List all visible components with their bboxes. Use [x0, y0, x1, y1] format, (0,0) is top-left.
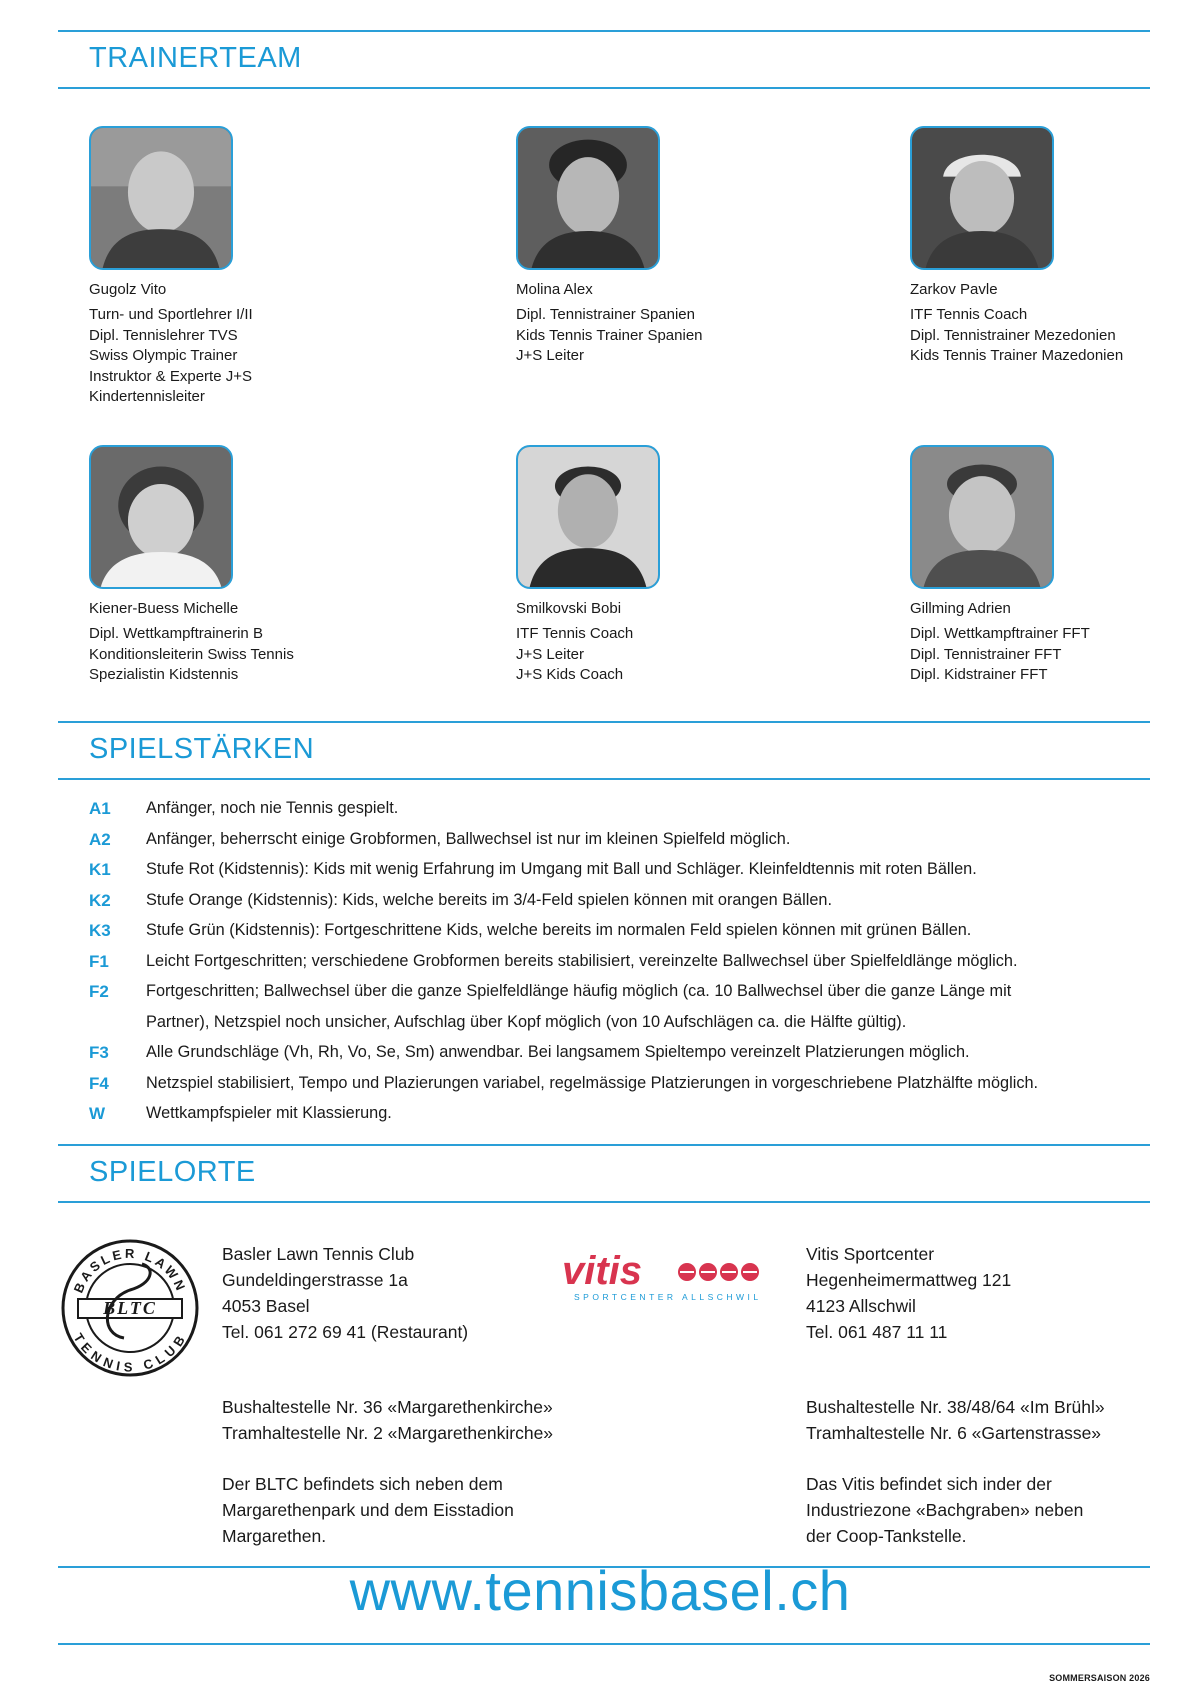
- season-label: SOMMERSAISON 2026: [1049, 1673, 1150, 1683]
- divider: [58, 1643, 1150, 1645]
- trainer-name: Gugolz Vito: [89, 281, 167, 298]
- vitis-logo-word: vitis: [562, 1249, 643, 1293]
- bltc-logo-top-text: BASLER LAWN: [70, 1245, 190, 1296]
- bltc-transit: [222, 1394, 553, 1446]
- address-line: Tel. 061 487 11 11: [806, 1322, 948, 1342]
- list-item: [89, 1102, 1149, 1125]
- address-line: Basler Lawn Tennis Club: [222, 1244, 415, 1264]
- level-description: [146, 1072, 1038, 1095]
- vitis-note: [806, 1471, 1083, 1549]
- trainer-qualification: ITF Tennis Coach: [910, 306, 1028, 323]
- level-description-line: Partner), Netzspiel noch unsicher, Aufschlag über Kopf möglich (von 10 Aufschlägen ca. die Hälfte gültig).: [146, 1012, 907, 1031]
- address-line: Gundeldingerstrasse 1a: [222, 1270, 408, 1290]
- level-code: F2: [89, 982, 109, 1001]
- level-description: [146, 1041, 970, 1064]
- trainer-name: Smilkovski Bobi: [516, 600, 622, 617]
- transit-line: Bushaltestelle Nr. 36 «Margarethenkirche»: [222, 1397, 553, 1417]
- trainer-card: [89, 126, 429, 408]
- trainer-qualification: Dipl. Tennislehrer TVS: [89, 326, 238, 344]
- note-line: Industriezone «Bachgraben» neben: [806, 1500, 1084, 1520]
- trainer-photo: [516, 126, 660, 270]
- section-title-spielstaerken: SPIELSTÄRKEN: [89, 733, 315, 765]
- bltc-note: [222, 1471, 514, 1549]
- list-item: [89, 797, 1149, 820]
- level-description: [146, 919, 971, 942]
- level-description: [146, 797, 398, 820]
- address-line: Hegenheimermattweg 121: [806, 1270, 1012, 1290]
- trainer-qualifications: [516, 305, 856, 367]
- section-title-trainerteam: TRAINERTEAM: [89, 42, 302, 74]
- transit-line: Bushaltestelle Nr. 38/48/64 «Im Brühl»: [806, 1397, 1105, 1417]
- level-description: [146, 858, 977, 881]
- level-description-line: Anfänger, beherrscht einige Grobformen, Ballwechsel ist nur im kleinen Spielfeld möglich.: [146, 829, 791, 848]
- trainer-qualification: Spezialistin Kidstennis: [89, 666, 239, 683]
- transit-line: Tramhaltestelle Nr. 6 «Gartenstrasse»: [806, 1423, 1102, 1443]
- trainer-qualification: Kindertennisleiter: [89, 388, 205, 405]
- trainer-qualification: Instruktor & Experte J+S: [89, 367, 252, 385]
- level-code: A1: [89, 799, 111, 818]
- trainer-qualification: ITF Tennis Coach: [516, 625, 634, 642]
- list-item: [89, 919, 1149, 942]
- level-description: [146, 828, 790, 851]
- level-code: K3: [89, 921, 111, 940]
- level-description: [146, 950, 1017, 973]
- list-item: [89, 980, 1149, 1034]
- svg-text:BASLER LAWN: [71, 1246, 190, 1295]
- bltc-logo-bottom-text: TENNIS CLUB: [70, 1330, 190, 1375]
- divider: [58, 778, 1150, 780]
- vitis-logo-subtitle: SPORTCENTER ALLSCHWIL: [574, 1292, 762, 1302]
- trainer-photo: [89, 445, 233, 589]
- trainer-card: [910, 445, 1200, 686]
- level-description-line: Stufe Grün (Kidstennis): Fortgeschrittene Kids, welche bereits im normalen Feld spielen können mit grünen Bällen.: [146, 921, 972, 939]
- vitis-logo: [560, 1248, 770, 1308]
- level-description: [146, 889, 832, 912]
- level-description-line: Anfänger, noch nie Tennis gespielt.: [146, 799, 399, 817]
- divider: [58, 721, 1150, 723]
- trainer-name: Molina Alex: [516, 281, 593, 298]
- divider: [58, 1201, 1150, 1203]
- trainer-card: [516, 445, 856, 686]
- vitis-transit: [806, 1394, 1105, 1446]
- level-description: [146, 980, 1011, 1034]
- skill-level-list: [89, 797, 1149, 1133]
- level-code: F1: [89, 951, 109, 971]
- trainer-qualifications: [910, 305, 1200, 367]
- level-code: K1: [89, 860, 111, 879]
- level-code: W: [89, 1104, 106, 1123]
- trainer-card: [89, 445, 429, 686]
- level-description-line: Wettkampfspieler mit Klassierung.: [146, 1104, 392, 1122]
- list-item: [89, 1072, 1149, 1095]
- trainer-photo: [910, 126, 1054, 270]
- trainer-qualification: Dipl. Wettkampftrainerin B: [89, 625, 263, 642]
- note-line: Das Vitis befindet sich inder der: [806, 1474, 1052, 1494]
- trainer-photo: [89, 126, 233, 270]
- level-description: [146, 1102, 392, 1125]
- trainer-qualifications: [910, 624, 1200, 686]
- address-line: Vitis Sportcenter: [806, 1244, 935, 1264]
- transit-line: Tramhaltestelle Nr. 2 «Margarethenkirche»: [222, 1423, 554, 1443]
- trainer-qualification: Dipl. Kidstrainer FFT: [910, 666, 1048, 683]
- note-line: der Coop-Tankstelle.: [806, 1526, 967, 1546]
- level-description-line: Netzspiel stabilisiert, Tempo und Plazierungen variabel, regelmässige Platzierungen in vorgeschriebene Platzhälfte möglich.: [146, 1073, 1039, 1092]
- address-line: 4053 Basel: [222, 1296, 310, 1316]
- note-line: Margarethen.: [222, 1526, 327, 1546]
- trainer-qualification: Dipl. Tennistrainer FFT: [910, 645, 1062, 663]
- trainer-qualification: J+S Leiter: [516, 347, 584, 364]
- trainer-name: Zarkov Pavle: [910, 281, 998, 298]
- trainer-qualification: J+S Kids Coach: [516, 666, 624, 683]
- bltc-address: [222, 1241, 468, 1345]
- trainer-qualification: Dipl. Tennistrainer Mezedonien: [910, 326, 1116, 344]
- list-item: [89, 950, 1149, 973]
- list-item: [89, 828, 1149, 851]
- level-code: A2: [89, 829, 111, 849]
- trainer-qualification: J+S Leiter: [516, 645, 584, 663]
- trainer-qualification: Dipl. Wettkampftrainer FFT: [910, 625, 1090, 642]
- divider: [58, 1144, 1150, 1146]
- level-description-line: Stufe Orange (Kidstennis): Kids, welche bereits im 3/4-Feld spielen können mit orangen Bällen.: [146, 890, 832, 909]
- trainer-name: Kiener-Buess Michelle: [89, 600, 239, 617]
- list-item: [89, 889, 1149, 912]
- level-description-line: Alle Grundschläge (Vh, Rh, Vo, Se, Sm) anwendbar. Bei langsamem Spieltempo vereinzelt Platzierungen möglich.: [146, 1043, 970, 1061]
- address-line: Tel. 061 272 69 41 (Restaurant): [222, 1322, 469, 1342]
- level-description-line: Fortgeschritten; Ballwechsel über die ganze Spielfeldlänge häufig möglich (ca. 10 Ballwechsel über die ganze Länge mit: [146, 982, 1012, 1000]
- trainer-card: [910, 126, 1200, 367]
- divider: [58, 30, 1150, 32]
- website-link[interactable]: www.tennisbasel.ch: [349, 1559, 851, 1622]
- trainer-photo: [910, 445, 1054, 589]
- note-line: Der BLTC befindets sich neben dem: [222, 1474, 503, 1494]
- section-title-spielorte: SPIELORTE: [89, 1156, 256, 1188]
- trainer-qualification: Dipl. Tennistrainer Spanien: [516, 306, 695, 323]
- bltc-logo-mark: BLTC: [103, 1298, 157, 1318]
- trainer-qualification: Swiss Olympic Trainer: [89, 347, 238, 364]
- level-code: F4: [89, 1073, 109, 1093]
- level-description-line: Stufe Rot (Kidstennis): Kids mit wenig Erfahrung im Umgang mit Ball und Schläger. Kleinfeldtennis mit roten Bällen.: [146, 860, 977, 878]
- trainer-qualifications: [89, 305, 429, 408]
- trainer-qualifications: [516, 624, 856, 686]
- level-description-line: Leicht Fortgeschritten; verschiedene Grobformen bereits stabilisiert, vereinzelte Ballwechsel über Spielfeldlänge möglich.: [146, 951, 1018, 970]
- trainer-qualification: Konditionsleiterin Swiss Tennis: [89, 645, 294, 663]
- trainer-photo: [516, 445, 660, 589]
- trainer-qualifications: [89, 624, 429, 686]
- trainer-qualification: Turn- und Sportlehrer I/II: [89, 306, 253, 323]
- list-item: [89, 1041, 1149, 1064]
- level-code: F3: [89, 1043, 109, 1062]
- address-line: 4123 Allschwil: [806, 1296, 916, 1316]
- list-item: [89, 858, 1149, 881]
- trainer-qualification: Kids Tennis Trainer Mazedonien: [910, 347, 1124, 364]
- divider: [58, 87, 1150, 89]
- bltc-logo: [60, 1238, 200, 1378]
- level-code: K2: [89, 890, 111, 910]
- trainer-card: [516, 126, 856, 367]
- vitis-address: [806, 1241, 1011, 1345]
- note-line: Margarethenpark und dem Eisstadion: [222, 1500, 514, 1520]
- trainer-qualification: Kids Tennis Trainer Spanien: [516, 326, 703, 344]
- trainer-name: Gillming Adrien: [910, 600, 1011, 617]
